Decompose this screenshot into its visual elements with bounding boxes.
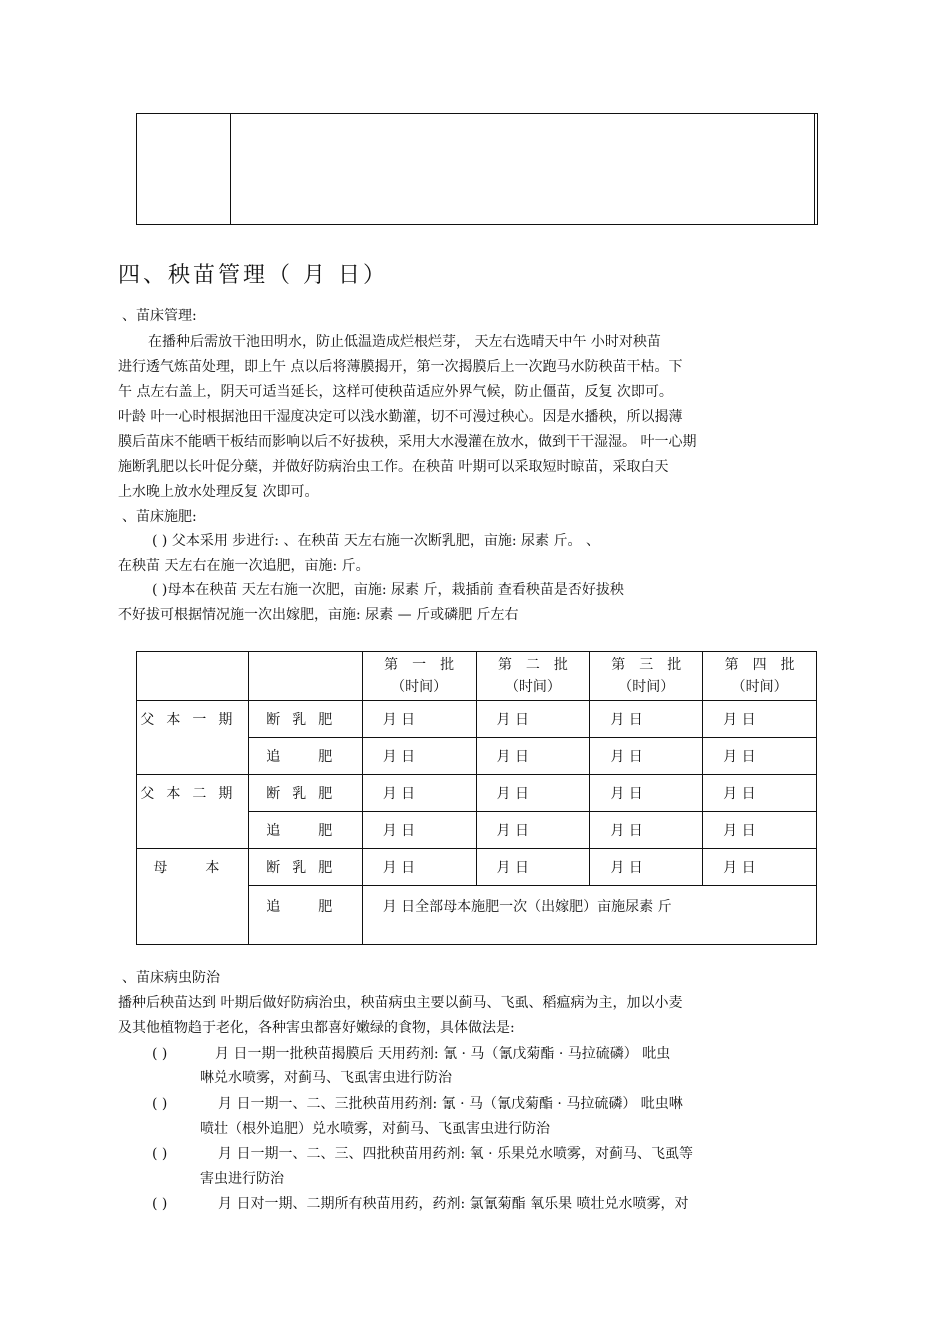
date-cell: 月 日 <box>590 701 703 738</box>
table-right-border <box>814 114 815 224</box>
date-cell: 月 日 <box>362 738 476 775</box>
table-header-cell: 第 一 批 （时间） <box>362 652 476 701</box>
date-cell: 月 日 <box>476 775 590 812</box>
list-item-line: 月 日一期一、二、三批秧苗用药剂: 氰 · 马（氰戊菊酯 · 马拉硫磷） 吡虫啉 <box>218 1096 683 1112</box>
date-cell: 月 日 <box>476 701 590 738</box>
date-cell: 月 日 <box>703 775 817 812</box>
group-label: 父本一期 <box>137 701 249 775</box>
nursery-management-heading: 、苗床管理: <box>122 308 197 324</box>
paragraph-line: 进行透气炼苗处理，即上午 点以后将薄膜揭开，第一次揭膜后上一次跑马水防秧苗干枯。下 <box>118 359 683 375</box>
transplant-fertilizer-note: 月 日全部母本施肥一次（出嫁肥）亩施尿素 斤 <box>362 886 816 945</box>
checkbox-mark: ( ) <box>152 1096 168 1112</box>
fertilizer-type: 断乳肥 <box>248 849 362 886</box>
paragraph-line: 播种后秧苗达到 叶期后做好防病治虫，秧苗病虫主要以蓟马、飞虱、稻瘟病为主，加以小麦 <box>118 995 683 1011</box>
table-divider <box>230 114 231 224</box>
table-row <box>137 849 817 886</box>
checkbox-mark: ( ) <box>152 1196 168 1212</box>
list-item-line: 月 日一期一、二、三、四批秧苗用药剂: 氧 · 乐果兑水喷雾，对蓟马、飞虱等 <box>218 1146 693 1162</box>
list-item-line: 害虫进行防治 <box>200 1171 284 1187</box>
date-cell: 月 日 <box>476 849 590 886</box>
empty-table-box <box>136 113 818 225</box>
paragraph-line: 在播种后需放干池田明水，防止低温造成烂根烂芽， 天左右选晴天中午 小时对秧苗 <box>148 334 661 350</box>
list-item-line: 喷壮（根外追肥）兑水喷雾，对蓟马、飞虱害虫进行防治 <box>200 1121 550 1137</box>
date-cell: 月 日 <box>476 812 590 849</box>
table-header-cell: 第 三 批 （时间） <box>590 652 703 701</box>
paragraph-line: ( ) 父本采用 步进行: 、在秧苗 天左右施一次断乳肥，亩施: 尿素 斤。 、 <box>152 533 600 549</box>
table-row <box>137 775 817 812</box>
date-cell: 月 日 <box>590 812 703 849</box>
date-cell: 月 日 <box>590 738 703 775</box>
paragraph-line: 施断乳肥以长叶促分蘖，并做好防病治虫工作。在秧苗 叶期可以采取短时晾苗，采取白天 <box>118 459 669 475</box>
date-cell: 月 日 <box>703 812 817 849</box>
fertilizer-heading: 、苗床施肥: <box>122 509 197 525</box>
table-header-cell: 第 四 批 （时间） <box>703 652 817 701</box>
paragraph-line: ( )母本在秧苗 天左右施一次肥，亩施: 尿素 斤，栽插前 查看秧苗是否好拔秧 <box>152 582 624 598</box>
paragraph-line: 及其他植物趋于老化，各种害虫都喜好嫩绿的食物，具体做法是: <box>118 1020 515 1036</box>
table-cell <box>248 652 362 701</box>
fertilizer-schedule-table <box>136 651 817 945</box>
date-cell: 月 日 <box>703 849 817 886</box>
table-row <box>137 701 817 738</box>
date-cell: 月 日 <box>590 775 703 812</box>
date-cell: 月 日 <box>703 701 817 738</box>
table-cell <box>137 652 249 701</box>
date-cell: 月 日 <box>590 849 703 886</box>
paragraph-line: 在秧苗 天左右在施一次追肥，亩施: 斤。 <box>118 558 370 574</box>
pest-control-heading: 、苗床病虫防治 <box>122 970 220 986</box>
date-cell: 月 日 <box>476 738 590 775</box>
section-title: 四、秧苗管理（ 月 日） <box>118 263 388 288</box>
checkbox-mark: ( ) <box>152 1046 168 1062</box>
paragraph-line: 上水晚上放水处理反复 次即可。 <box>118 484 319 500</box>
date-cell: 月 日 <box>703 738 817 775</box>
paragraph-line: 午 点左右盖上，阴天可适当延长，这样可使秧苗适应外界气候，防止僵苗，反复 次即可。 <box>118 384 673 400</box>
paragraph-line: 叶龄 叶一心时根据池田干湿度决定可以浅水勤灌，切不可漫过秧心。因是水播秧，所以揭薄 <box>118 409 683 425</box>
checkbox-mark: ( ) <box>152 1146 168 1162</box>
list-item-line: 月 日一期一批秧苗揭膜后 天用药剂: 氰 · 马（氰戊菊酯 · 马拉硫磷） 吡虫 <box>215 1046 671 1062</box>
table-header-row <box>137 652 817 701</box>
date-cell: 月 日 <box>362 701 476 738</box>
date-cell: 月 日 <box>362 775 476 812</box>
paragraph-line: 膜后苗床不能晒干板结而影响以后不好拔秧，采用大水漫灌在放水，做到干干湿湿。 叶一心期 <box>118 434 697 450</box>
group-label: 母 本 <box>137 849 249 945</box>
fertilizer-type: 追 肥 <box>248 886 362 945</box>
fertilizer-type: 断乳肥 <box>248 701 362 738</box>
fertilizer-type: 追 肥 <box>248 738 362 775</box>
table-header-cell: 第 二 批 （时间） <box>476 652 590 701</box>
paragraph-line: 不好拔可根据情况施一次出嫁肥，亩施: 尿素 — 斤或磷肥 斤左右 <box>118 607 519 623</box>
fertilizer-type: 断乳肥 <box>248 775 362 812</box>
list-item-line: 月 日对一期、二期所有秧苗用药，药剂: 氯氰菊酯 氧乐果 喷壮兑水喷雾，对 <box>218 1196 689 1212</box>
list-item-line: 啉兑水喷雾，对蓟马、飞虱害虫进行防治 <box>200 1070 452 1086</box>
date-cell: 月 日 <box>362 812 476 849</box>
fertilizer-type: 追 肥 <box>248 812 362 849</box>
group-label: 父本二期 <box>137 775 249 849</box>
date-cell: 月 日 <box>362 849 476 886</box>
